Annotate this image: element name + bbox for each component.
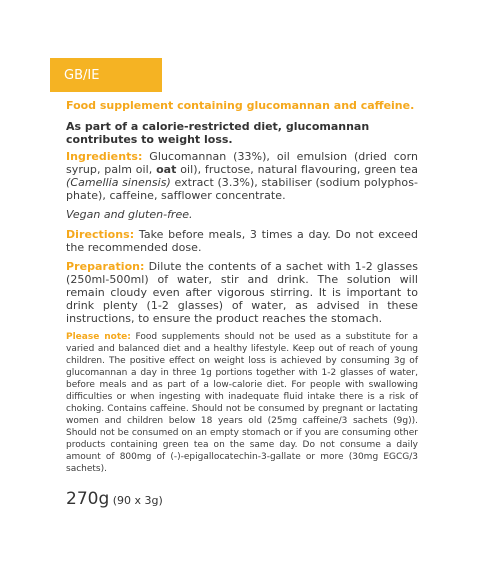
allergen-oat: oat <box>156 163 177 176</box>
directions-section <box>66 228 418 254</box>
ingredients-label: Ingredients: <box>66 150 143 163</box>
please-note-text: Food supplements should not be used as a substitute for a varied and balanced diet and a healthy lifestyle. Keep out of reach of young children. The positive effect on weight loss is achieved by consuming 3g of glucomannan a day in three 1g portions together with 1-2 glasses of water, before meals and as part of a low-calorie diet. For people with swallowing difficulties or when ingesting with inadequate fluid intake there is a risk of choking. Contains caffeine. Should not be consumed by pregnant or lactating women and children below 18 years old (25mg caffeine/3 sachets (9g)). Should not be consumed on an empty stomach or if you are consuming other products containing green tea on the same day. Do not consume a daily amount of 800mg of (-)-epigallocatechin-3-gallate or more (30mg EGCG/3 sachets). <box>66 332 418 474</box>
product-headline: Food supplement containing glucomannan and caffeine. <box>66 99 415 112</box>
ingredients-section <box>66 150 418 202</box>
preparation-label: Preparation: <box>66 260 145 273</box>
health-claim: As part of a calorie-restricted diet, glucomannan contributes to weight loss. <box>66 120 370 146</box>
ingredients-text-2: oil), fructose, natural flavouring, green tea <box>176 163 419 176</box>
directions-label: Directions: <box>66 228 135 241</box>
region-tab-label: GB/IE <box>64 67 100 83</box>
net-weight-detail: (90 x 3g) <box>109 494 163 507</box>
preparation-section <box>66 260 418 325</box>
vegan-statement: Vegan and gluten-free. <box>66 208 193 221</box>
ingredients-text-3: extract (3.3%), stabiliser (sodium polyphos-phate), caffeine, safflower concentrate. <box>66 176 418 202</box>
net-weight-main: 270g <box>66 489 110 509</box>
please-note-label: Please note: <box>66 332 131 342</box>
preparation-text: Dilute the contents of a sachet with 1-2 glasses (250ml-500ml) of water, stir and drink. The solution will remain cloudy even after vigorous stirring. It is important to drink plenty (1-2 glasses) of water, as advised in these instructions, to ensure the product reaches the stomach. <box>66 260 418 325</box>
net-weight <box>66 489 418 509</box>
directions-text: Take before meals, 3 times a day. Do not exceed the recommended dose. <box>66 228 418 254</box>
latin-name: (Camellia sinensis) <box>66 176 171 189</box>
region-tab <box>50 58 162 92</box>
label-text-block <box>66 99 418 509</box>
ingredients-text-1: Glucomannan (33%), oil emulsion (dried corn syrup, palm oil, <box>66 150 418 176</box>
please-note-section <box>66 331 418 475</box>
